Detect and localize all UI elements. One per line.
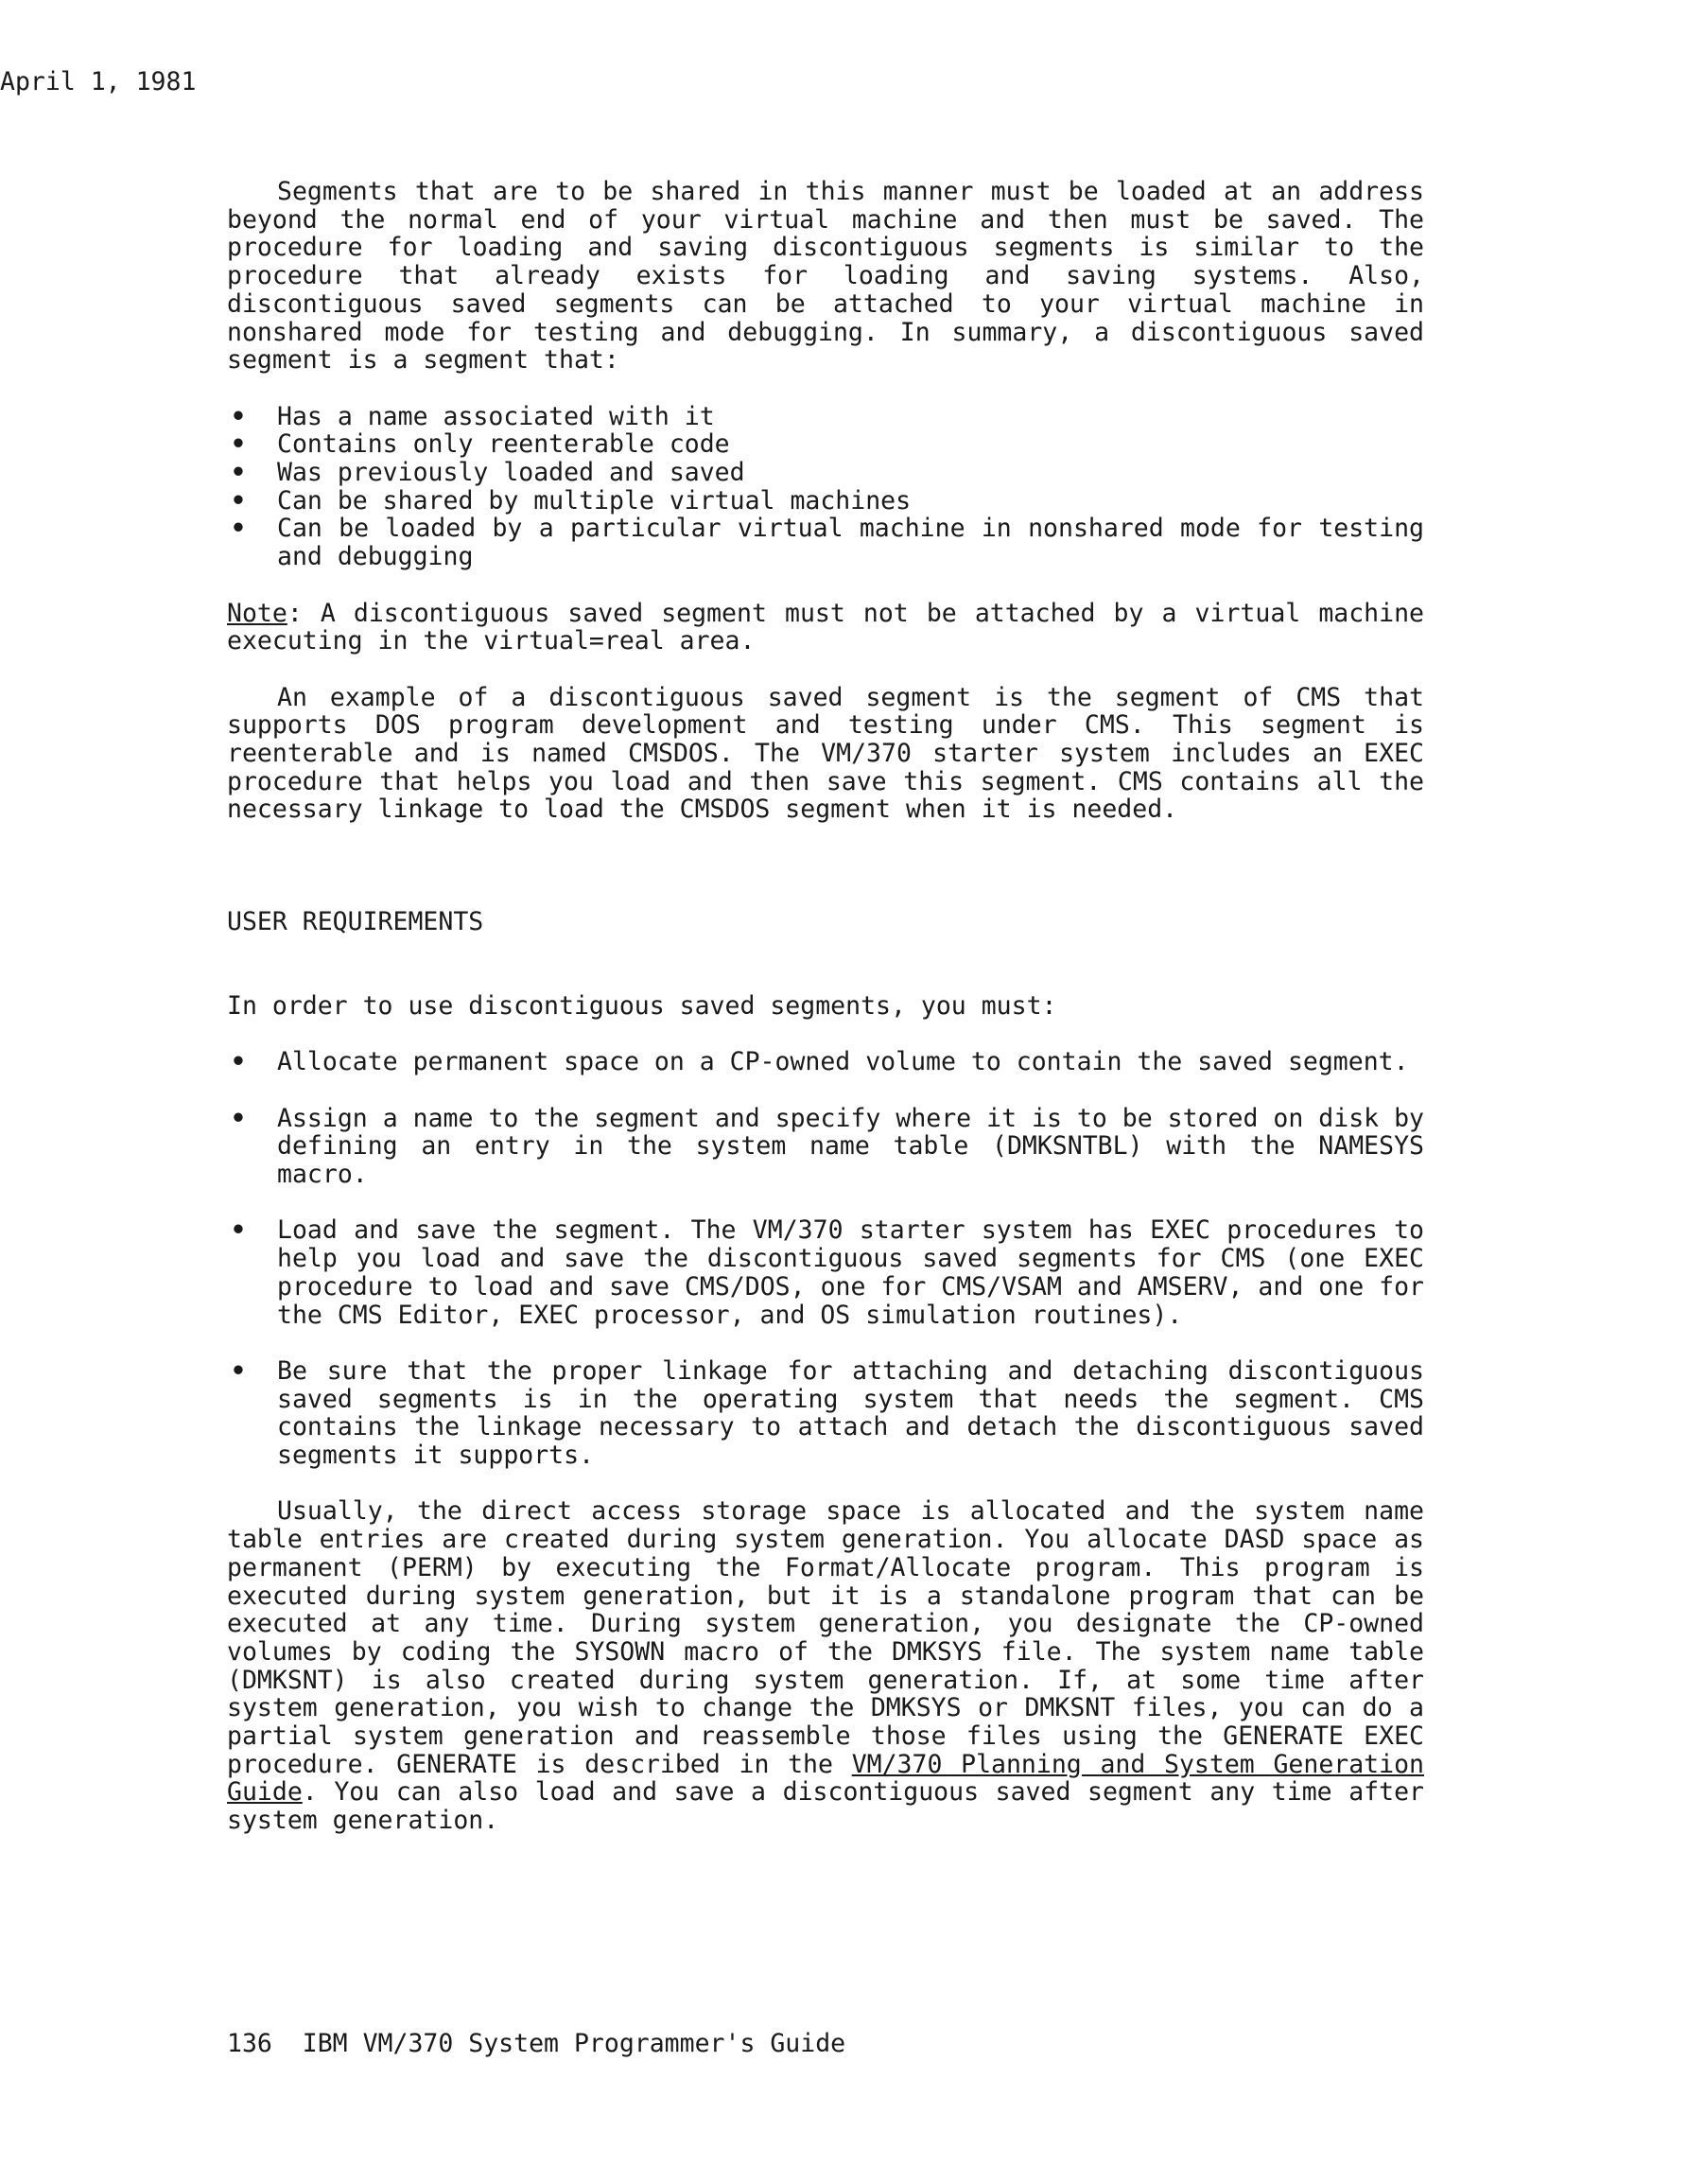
list-item-text: Can be shared by multiple virtual machines <box>277 485 912 515</box>
list-item-text: Has a name associated with it <box>277 401 715 431</box>
bullet-icon: • <box>231 429 246 460</box>
note-label: Note <box>227 598 287 628</box>
list-item-text: Contains only reenterable code <box>277 429 730 460</box>
list-item <box>227 515 1424 570</box>
segment-properties-list <box>227 403 1424 571</box>
list-item <box>227 1357 1424 1470</box>
bullet-icon: • <box>231 458 246 488</box>
list-item-text: Allocate permanent space on a CP-owned volume to contain the saved segment. <box>277 1047 1409 1077</box>
list-item <box>227 403 1424 431</box>
list-item-text: Assign a name to the segment and specify where it is to be stored on disk by defining an entry in the system name table (DMKSNTBL) with the NAMESYS macro. <box>277 1103 1424 1190</box>
list-item-text: Can be loaded by a particular virtual machine in nonshared mode for testing and debugging <box>277 514 1424 572</box>
bullet-icon: • <box>231 1355 246 1386</box>
closing-text-before: Usually, the direct access storage space is allocated and the system name table entries are created during system generation. You allocate DASD space as permanent (PERM) by executing the Format/Allocate program. This program is executed during system generation, but it is a standalone program that can be executed at any time. During system generation, you designate the CP-owned volumes by coding the SYSOWN macro of the DMKSYS file. The system name table (DMKSNT) is also created during system generation. If, at some time after system generation, you wish to change the DMKSYS or DMKSNT files, you can do a partial system generation and reassemble those files using the GENERATE EXEC procedure. GENERATE is described in the <box>227 1496 1424 1779</box>
bullet-icon: • <box>231 514 246 544</box>
page-date: April 1, 1981 <box>0 67 197 96</box>
list-item <box>227 430 1424 459</box>
example-paragraph: An example of a discontiguous saved segment is the segment of CMS that supports DOS program development and testing under CMS. This segment is reenterable and is named CMSDOS. The VM/370 starter system includes an EXEC procedure that helps you load and then save this segment. CMS contains all the necessary linkage to load the CMSDOS segment when it is needed. <box>227 682 1424 825</box>
list-item <box>227 1105 1424 1189</box>
list-item <box>227 459 1424 487</box>
bullet-icon: • <box>231 1047 246 1077</box>
list-item-text: Was previously loaded and saved <box>277 458 745 488</box>
list-item <box>227 1048 1424 1076</box>
list-item-text: Load and save the segment. The VM/370 starter system has EXEC procedures to help you load and save the discontiguous saved segments for CMS (one EXEC procedure to load and save CMS/DOS, one for CMS/VSAM and AMSERV, and one for the CMS Editor, EXEC processor, and OS simulation routines). <box>277 1215 1424 1330</box>
note-paragraph <box>227 600 1424 655</box>
bullet-icon: • <box>231 1215 246 1246</box>
closing-text-after: . You can also load and save a discontiguous saved segment any time after system generation. <box>227 1777 1424 1836</box>
list-item <box>227 487 1424 515</box>
page-footer: 136 IBM VM/370 System Programmer's Guide <box>227 2029 846 2058</box>
requirements-lead: In order to use discontiguous saved segments, you must: <box>227 990 1057 1021</box>
closing-paragraph <box>227 1497 1424 1834</box>
intro-paragraph: Segments that are to be shared in this manner must be loaded at an address beyond the normal end of your virtual machine and then must be saved. The procedure for loading and saving discontiguous segments is similar to the procedure that already exists for loading and saving systems. Also, discontiguous saved segments can be attached to your virtual machine in nonshared mode for testing and debugging. In summary, a discontiguous saved segment is a segment that: <box>227 177 1424 376</box>
body-text <box>227 178 1424 1863</box>
list-item-text: Be sure that the proper linkage for attaching and detaching discontiguous saved segments is in the operating system that needs the segment. CMS contains the linkage necessary to attach and detach the discontiguous saved segments it supports. <box>277 1355 1424 1471</box>
book-title-reference: VM/370 Planning and System Generation Guide <box>227 1749 1424 1808</box>
bullet-icon: • <box>231 485 246 515</box>
note-text: : A discontiguous saved segment must not be attached by a virtual machine executing in the virtual=real area. <box>227 598 1424 656</box>
list-item <box>227 1216 1424 1329</box>
bullet-icon: • <box>231 401 246 431</box>
requirements-list <box>227 1048 1424 1470</box>
section-heading: USER REQUIREMENTS <box>227 907 484 937</box>
bullet-icon: • <box>231 1103 246 1133</box>
